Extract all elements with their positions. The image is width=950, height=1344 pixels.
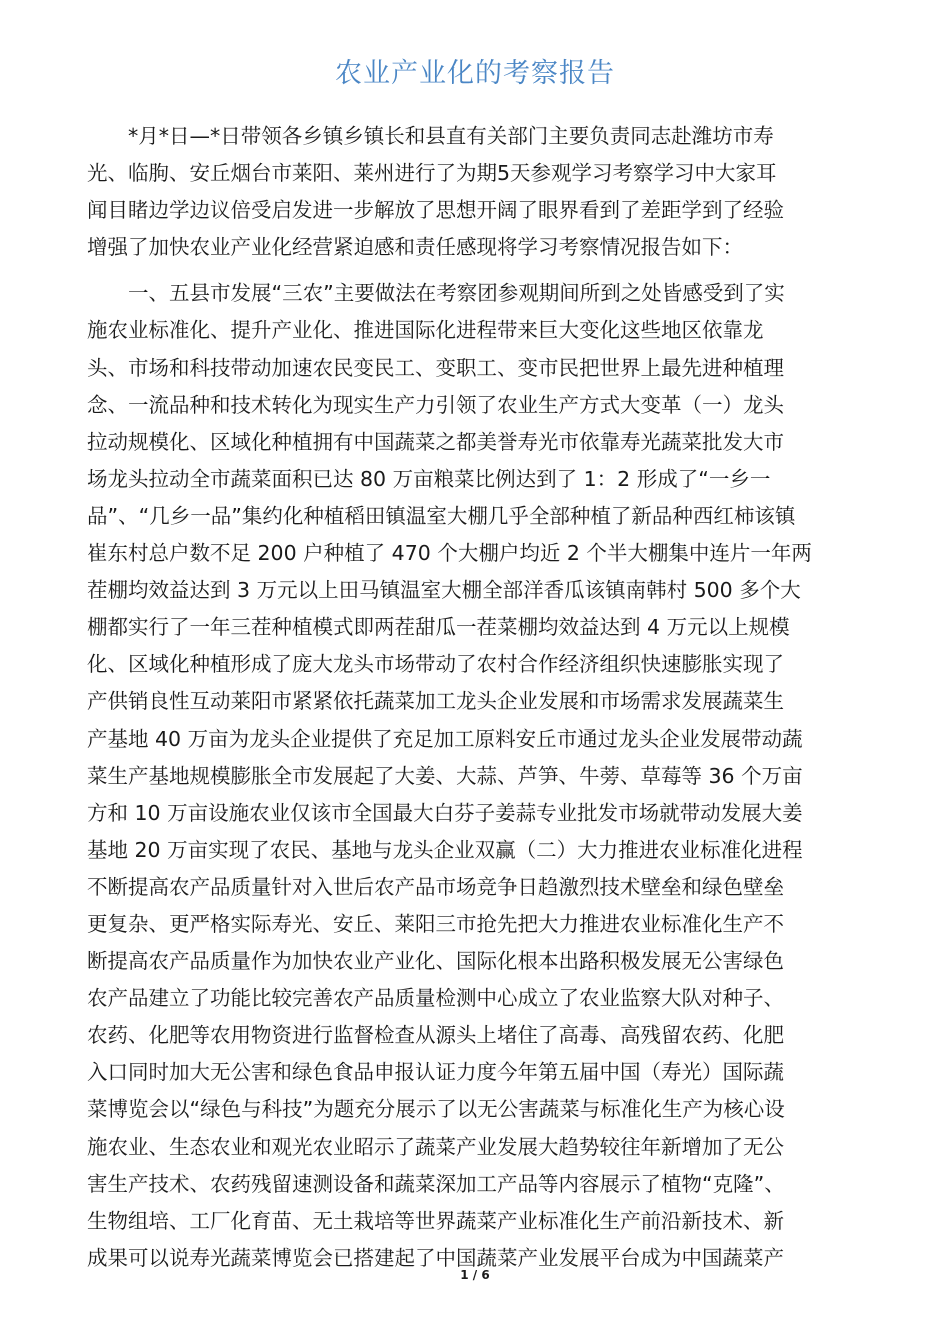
text-line: 茬棚均效益达到 3 万元以上田马镇温室大棚全部洋香瓜该镇南韩村 500 多个大 xyxy=(87,578,801,603)
text-line: 方和 10 万亩设施农业仅该市全国最大白芬子姜蒜专业批发市场就带动发展大姜 xyxy=(87,800,803,825)
text-line: *月*日—*日带领各乡镇乡镇长和县直有关部门主要负责同志赴潍坊市寿 xyxy=(128,124,774,148)
text-line: 拉动规模化、区域化种植拥有中国蔬菜之都美誉寿光市依靠寿光蔬菜批发大市 xyxy=(87,429,784,454)
text-line: 产供销良性互动莱阳市紧紧依托蔬菜加工龙头企业发展和市场需求发展蔬菜生 xyxy=(87,689,784,714)
text-line: 施农业标准化、提升产业化、推进国际化进程带来巨大变化这些地区依靠龙 xyxy=(87,318,764,343)
text-line: 一、五县市发展“三农”主要做法在考察团参观期间所到之处皆感受到了实 xyxy=(128,281,785,306)
text-line: 入口同时加大无公害和绿色食品申报认证力度今年第五届中国（寿光）国际蔬 xyxy=(87,1060,784,1085)
paragraph-intro xyxy=(87,118,863,266)
text-line: 农药、化肥等农用物资进行监督检查从源头上堵住了高毒、高残留农药、化肥 xyxy=(87,1023,784,1048)
document-body xyxy=(87,118,863,1277)
text-line: 产基地 40 万亩为龙头企业提供了充足加工原料安丘市通过龙头企业发展带动蔬 xyxy=(87,726,803,751)
text-line: 农产品建立了功能比较完善农产品质量检测中心成立了农业监察大队对种子、 xyxy=(87,986,784,1011)
text-line: 生物组培、工厂化育苗、无土栽培等世界蔬菜产业标准化生产前沿新技术、新 xyxy=(87,1208,784,1233)
paragraph-section-one xyxy=(87,275,863,1277)
text-line: 棚都实行了一年三茬种植模式即两茬甜瓜一茬菜棚均效益达到 4 万元以上规模 xyxy=(87,615,790,640)
text-line: 品”、“几乡一品”集约化种植稻田镇温室大棚几乎全部种植了新品种西红柿该镇 xyxy=(87,503,796,528)
text-line: 头、市场和科技带动加速农民变民工、变职工、变市民把世界上最先进种植理 xyxy=(87,355,784,380)
text-line: 场龙头拉动全市蔬菜面积已达 80 万亩粮菜比例达到了 1：2 形成了“一乡一 xyxy=(87,466,771,491)
text-line: 菜博览会以“绿色与科技”为题充分展示了以无公害蔬菜与标准化生产为核心设 xyxy=(87,1097,785,1122)
text-line: 更复杂、更严格实际寿光、安丘、莱阳三市抢先把大力推进农业标准化生产不 xyxy=(87,911,784,936)
text-line: 施农业、生态农业和观光农业昭示了蔬菜产业发展大趋势较往年新增加了无公 xyxy=(87,1134,784,1159)
text-line: 念、一流品种和技术转化为现实生产力引领了农业生产方式大变革（一）龙头 xyxy=(87,392,784,417)
document-title: 农业产业化的考察报告 xyxy=(335,58,615,89)
text-line: 不断提高农产品质量针对入世后农产品市场竞争日趋激烈技术壁垒和绿色壁垒 xyxy=(87,874,784,899)
text-line: 断提高农产品质量作为加快农业产业化、国际化根本出路积极发展无公害绿色 xyxy=(87,949,784,974)
text-line: 化、区域化种植形成了庞大龙头市场带动了农村合作经济组织快速膨胀实现了 xyxy=(87,652,784,677)
text-line: 成果可以说寿光蔬菜博览会已搭建起了中国蔬菜产业发展平台成为中国蔬菜产 xyxy=(87,1245,784,1270)
text-line: 闻目睹边学边议倍受启发进一步解放了思想开阔了眼界看到了差距学到了经验 xyxy=(87,198,784,223)
text-line: 增强了加快农业产业化经营紧迫感和责任感现将学习考察情况报告如下： xyxy=(87,235,743,260)
text-line: 崔东村总户数不足 200 户种植了 470 个大棚户均近 2 个半大棚集中连片一年两 xyxy=(87,541,812,566)
text-line: 害生产技术、农药残留速测设备和蔬菜深加工产品等内容展示了植物“克隆”、 xyxy=(87,1171,785,1196)
text-line: 光、临朐、安丘烟台市莱阳、莱州进行了为期5天参观学习考察学习中大家耳 xyxy=(87,161,777,186)
page-number: 1 / 6 xyxy=(460,1268,490,1282)
text-line: 基地 20 万亩实现了农民、基地与龙头企业双赢（二）大力推进农业标准化进程 xyxy=(87,837,803,862)
text-line: 菜生产基地规模膨胀全市发展起了大姜、大蒜、芦笋、牛蒡、草莓等 36 个万亩 xyxy=(87,763,803,788)
